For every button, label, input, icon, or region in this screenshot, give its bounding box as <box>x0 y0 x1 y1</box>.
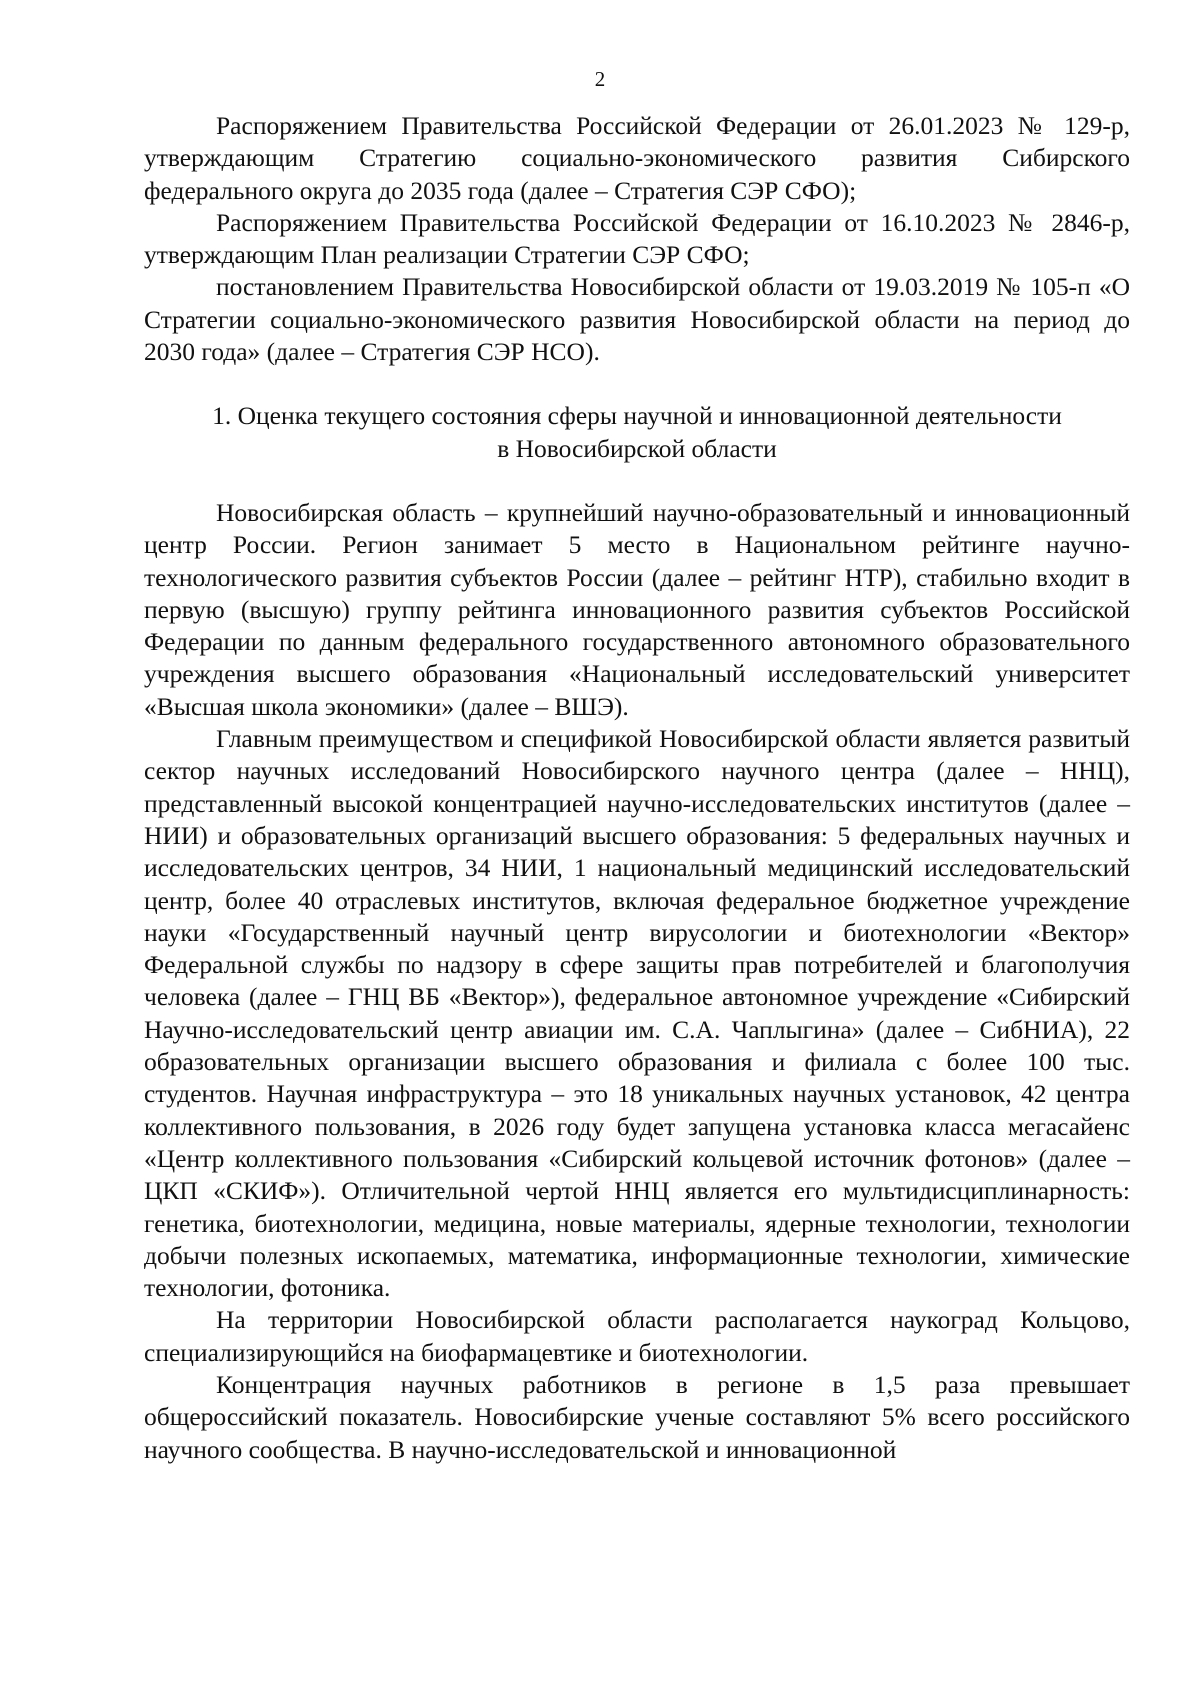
section-heading <box>144 400 1130 465</box>
intro-paragraph-2: Распоряжением Правительства Российской Федерации от 16.10.2023 № 2846-р, утверждающим План реализации Стратегии СЭР СФО; <box>144 207 1130 270</box>
section-heading-line-1: 1. Оценка текущего состояния сферы научной и инновационной деятельности <box>212 401 1062 431</box>
intro-paragraph-3: постановлением Правительства Новосибирской области от 19.03.2019 № 105-п «О Стратегии социально-экономического развития Новосибирской области на период до 2030 года» (далее – Стратегия СЭР НСО). <box>144 272 1130 367</box>
body-paragraph-4: Концентрация научных работников в регионе в 1,5 раза превышает общероссийский показатель. Новосибирские ученые составляют 5% всего российского научного сообщества. В научно-исследовательской и инновационной <box>144 1369 1130 1464</box>
section-heading-line-2: в Новосибирской области <box>497 433 777 463</box>
document-body <box>144 110 1130 1466</box>
body-paragraph-3: На территории Новосибирской области располагается наукоград Кольцово, специализирующийся на биофармацевтике и биотехнологии. <box>144 1305 1130 1367</box>
body-paragraph-2: Главным преимуществом и спецификой Новосибирской области является развитый сектор научных исследований Новосибирского научного центра (далее – ННЦ), представленный высокой концентрацией научно-исследовательских институтов (далее – НИИ) и образовательных организаций высшего образования: 5 федеральных научных и исследовательских центров, 34 НИИ, 1 национальный медицинский исследовательский центр, более 40 отраслевых институтов, включая федеральное бюджетное учреждение науки «Государственный научный центр вирусологии и биотехнологии «Вектор» Федеральной службы по надзору в сфере защиты прав потребителей и благополучия человека (далее – ГНЦ ВБ «Вектор»), федеральное автономное учреждение «Сибирский Научно-исследовательский центр авиации им. С.А. Чаплыгина» (далее – СибНИА), 22 образовательных организации высшего образования и филиала с более 100 тыс. студентов. Научная инфраструктура – это 18 уникальных научных установок, 42 центра коллективного пользования, в 2026 году будет запущена установка класса мегасайенс «Центр коллективного пользования «Сибирский кольцевой источник фотонов» (далее – ЦКП «СКИФ»). Отличительной чертой ННЦ является его мультидисциплинарность: генетика, биотехнологии, медицина, новые материалы, ядерные технологии, технологии добычи полезных ископаемых, математика, информационные технологии, химические технологии, фотоника. <box>144 724 1130 1303</box>
intro-paragraph-1: Распоряжением Правительства Российской Федерации от 26.01.2023 № 129-р, утверждающим Стратегию социально-экономического развития Сибирского федерального округа до 2035 года (далее – Стратегия СЭР СФО); <box>144 111 1130 205</box>
page-number: 2 <box>594 67 606 91</box>
body-paragraph-1: Новосибирская область – крупнейший научно-образовательный и инновационный центр России. Регион занимает 5 место в Национальном рейтинге научно-технологического развития субъектов России (далее – рейтинг НТР), стабильно входит в первую (высшую) группу рейтинга инновационного развития субъектов Российской Федерации по данным федерального государственного автономного образовательного учреждения высшего образования «Национальный исследовательский университет «Высшая школа экономики» (далее – ВШЭ). <box>144 497 1130 721</box>
